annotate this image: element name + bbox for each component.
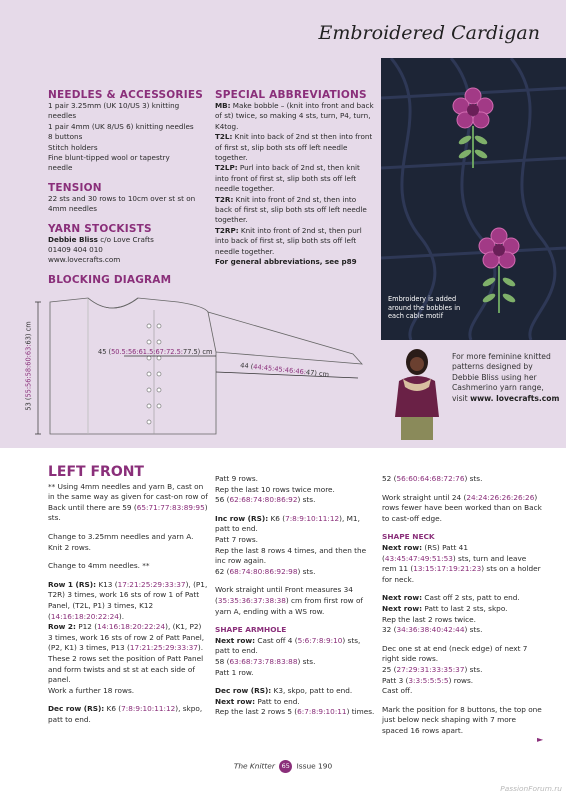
needles-list [48,101,208,174]
continue-arrow-icon: ► [537,735,544,744]
stockist-url[interactable]: www.lovecrafts.com [48,255,121,265]
pattern-paragraph: Dec row (RS): K6 (7:8:9:10:11:12), skpo, patt to end. [48,704,203,724]
pattern-paragraph: ** Using 4mm needles and yarn B, cast on in the same way as given for cast-on row of Back until there are 59 (65:71:77:83:89:95) sts. [48,481,208,523]
stockist-name: Debbie Bliss [48,234,98,244]
pattern-paragraph: Work straight until Front measures 34 (35:35:36:37:38:38) cm from first row of yarn A, ending with a WS row. [215,585,363,616]
model-photo [381,345,449,440]
yarn-stockists [48,235,208,266]
pattern-paragraph: 52 (56:60:64:68:72:76) sts. [382,474,483,483]
promo-text: For more feminine knitted patterns designed by Debbie Bliss using her Cashmerino yarn range, visit www. lovecrafts.com [452,352,560,403]
needles-line: 8 buttons [48,132,83,142]
pattern-paragraph: Dec row (RS): K3, skpo, patt to end. Next row: Patt to end. Rep the last 2 rows 5 (6:7:8:9:10:11) times. [215,686,375,717]
needles-line: 1 pair 3.25mm (UK 10/US 3) knitting needles [48,101,180,121]
pattern-paragraph: SHAPE ARMHOLE Next row: Cast off 4 (5:6:7:8:9:10) sts, patt to end. 58 (63:68:73:78:83:88) sts. Patt 1 row. [215,625,361,677]
abbrev-list [215,101,375,268]
abbreviations-column [215,89,375,268]
blocking-heading: BLOCKING DIAGRAM [48,273,172,286]
flower-embroidery-icon [469,218,529,318]
page-title: Embroidered Cardigan [318,22,540,44]
promo-link[interactable]: www. lovecrafts.com [470,393,560,403]
sleeve-label: 44 (44:45:45:46:46:47) cm [239,361,330,379]
needles-line: needle [48,163,73,173]
pattern-paragraph: Change to 3.25mm needles and yarn A. Knit 2 rows. [48,531,194,552]
width-label: 45 (50.5:56:61.5:67:72.5:77.5) cm [98,348,213,356]
needles-line: Stitch holders [48,142,98,152]
magazine-name: The Knitter [233,761,275,771]
pattern-paragraph: Row 1 (RS): K13 (17:21:25:29:33:37), (P1, T2R) 3 times, work 16 sts of row 1 of Patt Panel, (T2L, P1) 3 times, K12 (14:16:18:20:22:24). Row 2: P12 (14:16:18:20:22:24), (K1, P2) 3 times, work 16 sts of row 2 of Patt Panel, (P2, K1) 3 times, P13 (17:21:25:29:33:37). These 2 rows set the position of Patt Panel and form twists and st st at each side of panel. Work a further 18 rows. [48,579,208,695]
pattern-paragraph: Change to 4mm needles. ** [48,561,150,571]
abbrev-item: T2R: Knit into front of 2nd st, then into back of first st, slip both sts off left needle together. [215,194,367,225]
stockist-phone: 01409 404 010 [48,245,103,255]
abbrev-heading: SPECIAL ABBREVIATIONS [215,89,367,101]
abbrev-item: T2RP: Knit into front of 2nd st, then purl into back of first st, slip both sts off left needle together. [215,225,362,256]
tension-line: 4mm needles [48,204,97,214]
needles-line: 1 pair 4mm (UK 8/US 6) knitting needles [48,121,194,131]
pattern-text [382,474,542,736]
blocking-diagram [24,292,368,442]
page-number: 65 [279,760,292,773]
needles-line: Fine blunt-tipped wool or tapestry [48,153,170,163]
page-footer [0,760,566,773]
tension-line: 22 sts and 30 rows to 10cm over st st on [48,193,196,203]
tension-heading: TENSION [48,181,102,194]
pattern-paragraph: Mark the position for 8 buttons, the top one just below neck shaping with 7 more spaced 16 rows apart. [382,704,542,735]
pattern-column-3 [382,474,542,744]
needles-heading: NEEDLES & ACCESSORIES [48,89,203,101]
materials-column [48,89,208,286]
abbrev-general: For general abbreviations, see p89 [215,257,357,267]
pattern-paragraph: SHAPE NECK Next row: (RS) Patt 41 (43:45:47:49:51:53) sts, turn and leave rem 11 (13:15:17:19:21:23) sts on a holder for neck. [382,532,541,584]
abbrev-item: T2LP: Purl into back of 2nd st, then knit into front of first st, slip both sts off left needle together. [215,163,360,194]
issue-number: Issue 190 [296,761,333,771]
pattern-column-2 [215,474,375,726]
tension-text [48,194,208,215]
pattern-text [48,482,208,726]
stockist-name-rest: c/o Love Crafts [97,234,154,244]
watermark: PassionForum.ru [500,784,562,793]
pattern-paragraph: Next row: Cast off 2 sts, patt to end. Next row: Patt to last 2 sts, skpo. Rep the last 2 rows twice. 32 (34:36:38:40:42:44) sts. [382,593,520,635]
cardigan-outline [28,292,368,442]
photo-caption: Embroidery is added around the bobbles in each cable motif [388,295,461,321]
pattern-paragraph: Dec one st at end (neck edge) of next 7 right side rows. 25 (27:29:31:33:35:37) sts. Patt 3 (3:3:5:5:5:5) rows. Cast off. [382,643,528,696]
pattern-text [215,474,375,718]
pattern-paragraph: Patt 9 rows. Rep the last 10 rows twice more. 56 (62:68:74:80:86:92) sts. [215,474,335,505]
pattern-paragraph: Work straight until 24 (24:24:26:26:26:26) rows fewer have been worked than on Back to cast-off edge. [382,492,542,523]
abbrev-item: MB: Make bobble – (knit into front and back of st) twice, so making 4 sts, turn, P4, turn, K4tog. [215,101,374,131]
pattern-column-1 [48,464,208,733]
yarn-heading: YARN STOCKISTS [48,222,152,235]
pattern-paragraph: Inc row (RS): K6 (7:8:9:10:11:12), M1, patt to end. Patt 7 rows. Rep the last 8 rows 4 times, and then the inc row again. 62 (68:74:80:86:92:98) sts. [215,513,367,576]
left-front-heading: LEFT FRONT [48,464,144,480]
abbrev-item: T2L: Knit into back of 2nd st then into front of first st, slip both sts off left needle together. [215,132,373,163]
length-label: 53 (55:56:58:60:63:63) cm [24,321,33,411]
flower-embroidery-icon [443,78,503,173]
